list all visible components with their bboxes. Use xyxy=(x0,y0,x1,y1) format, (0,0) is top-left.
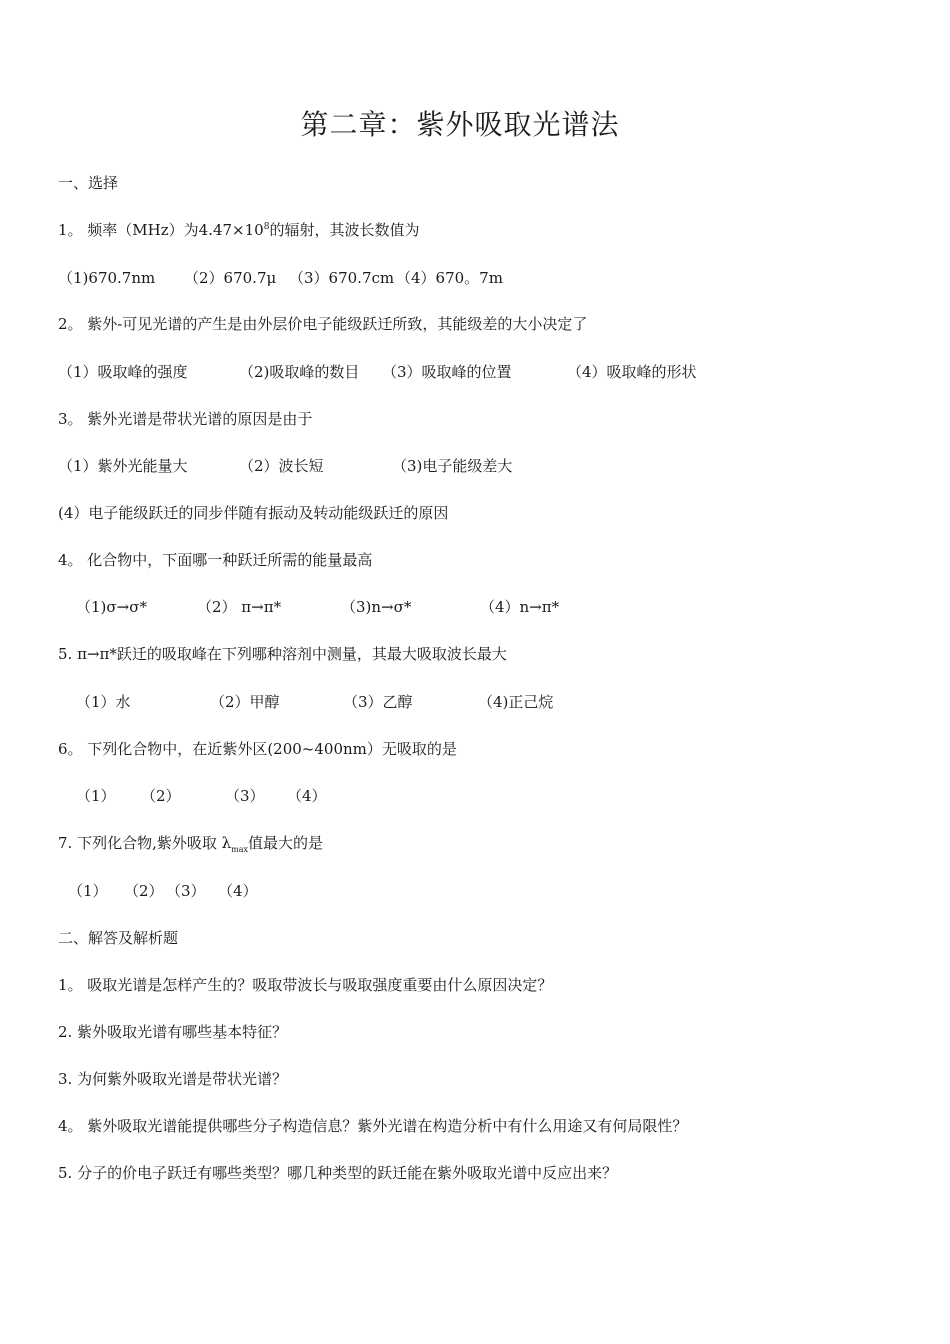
q7-option-1: （1） xyxy=(68,882,108,900)
q7-option-2: （2） xyxy=(124,882,164,900)
q3-option-4: (4）电子能级跃迁的同步伴随有振动及转动能级跃迁的原因 xyxy=(58,504,449,522)
section-heading-choice: 一、选择 xyxy=(58,174,119,192)
q2-option-2: （2)吸取峰的数目 xyxy=(239,363,360,381)
question-4: 4。 化合物中，下面哪一种跃迁所需的能量最高 xyxy=(58,551,373,569)
question-1-suffix: 的辐射，其波长数值为 xyxy=(269,221,420,239)
essay-question-2: 2. 紫外吸取光谱有哪些基本特征？ xyxy=(58,1023,288,1041)
q6-option-1: （1） xyxy=(76,787,116,805)
essay-question-3: 3. 为何紫外吸取光谱是带状光谱？ xyxy=(58,1070,288,1088)
q7-option-3: （3） xyxy=(166,882,206,900)
question-1-prefix: 1。 频率（MHz）为4.47×10 xyxy=(58,221,264,239)
q5-option-1: （1）水 xyxy=(76,693,131,711)
page-title: 第二章：紫外吸取光谱法 xyxy=(300,108,620,141)
question-3: 3。 紫外光谱是带状光谱的原因是由于 xyxy=(58,410,313,428)
q6-option-2: （2） xyxy=(141,787,181,805)
essay-question-1: 1。 吸取光谱是怎样产生的？吸取带波长与吸取强度重要由什么原因决定？ xyxy=(58,976,553,994)
q4-option-3: （3)n→σ* xyxy=(341,598,412,616)
essay-question-4: 4。 紫外吸取光谱能提供哪些分子构造信息？紫外光谱在构造分析中有什么用途又有何局限性？ xyxy=(58,1117,688,1135)
question-2: 2。 紫外-可见光谱的产生是由外层价电子能级跃迁所致，其能级差的大小决定了 xyxy=(58,315,588,333)
question-1 xyxy=(58,220,419,240)
q5-option-3: （3）乙醇 xyxy=(343,693,413,711)
q1-option-4: （4）670。7m xyxy=(396,269,503,287)
q1-option-1: （1)670.7nm xyxy=(58,269,156,287)
q6-option-3: （3） xyxy=(225,787,265,805)
question-7 xyxy=(58,833,323,853)
section-heading-answers: 二、解答及解析题 xyxy=(58,929,179,947)
q2-option-1: （1）吸取峰的强度 xyxy=(58,363,188,381)
q4-option-1: （1)σ→σ* xyxy=(76,598,147,616)
q1-option-3: （3）670.7cm xyxy=(289,269,395,287)
q4-option-4: （4）n→π* xyxy=(480,598,560,616)
question-1-exponent: 8 xyxy=(263,222,270,232)
q5-option-2: （2）甲醇 xyxy=(210,693,280,711)
q3-option-1: （1）紫外光能量大 xyxy=(58,457,188,475)
q3-option-3: （3)电子能级差大 xyxy=(392,457,513,475)
q1-option-2: （2）670.7μ xyxy=(184,269,277,287)
q6-option-4: （4） xyxy=(287,787,327,805)
essay-question-5: 5. 分子的价电子跃迁有哪些类型？哪几种类型的跃迁能在紫外吸取光谱中反应出来？ xyxy=(58,1164,618,1182)
q7-option-4: （4） xyxy=(218,882,258,900)
question-6: 6。 下列化合物中，在近紫外区(200~400nm）无吸取的是 xyxy=(58,740,457,758)
question-5: 5. π→π*跃迁的吸取峰在下列哪种溶剂中测量，其最大吸取波长最大 xyxy=(58,645,507,663)
question-7-suffix: 值最大的是 xyxy=(248,834,324,852)
q5-option-4: （4)正己烷 xyxy=(478,693,554,711)
q2-option-4: （4）吸取峰的形状 xyxy=(567,363,697,381)
question-7-prefix: 7. 下列化合物,紫外吸取 λ xyxy=(58,834,232,852)
q4-option-2: （2） π→π* xyxy=(197,598,282,616)
q2-option-3: （3）吸取峰的位置 xyxy=(382,363,512,381)
lambda-max-subscript: max xyxy=(231,845,248,854)
q3-option-2: （2）波长短 xyxy=(239,457,324,475)
